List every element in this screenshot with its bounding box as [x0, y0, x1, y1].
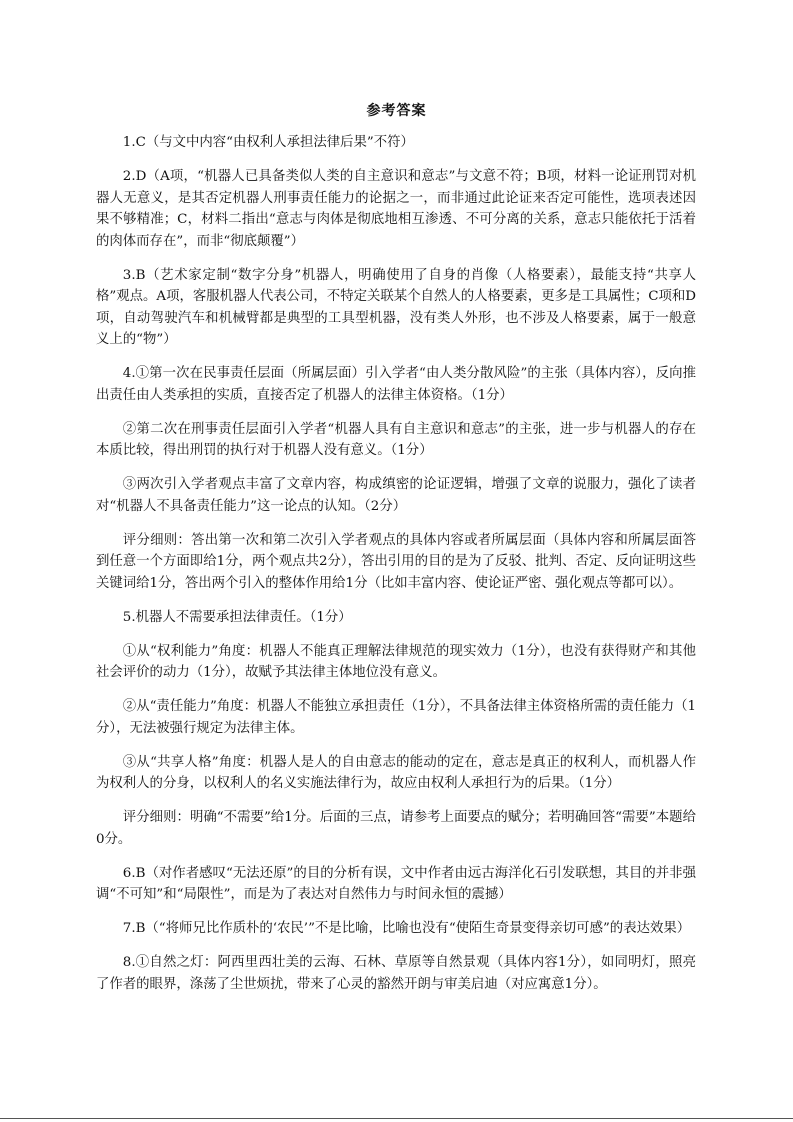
answer-paragraph: 3.B（艺术家定制“数字分身”机器人，明确使用了自身的肖像（人格要素），最能支持“共享人格”观点。A项，客服机器人代表公司，不特定关联某个自然人的人格要素，更多是工具属性；C项和D项，自动驾驶汽车和机械臂都是典型的工具型机器，没有类人外形，也不涉及人格要素，属于一般意义上的“物”）	[96, 267, 696, 347]
answer-paragraph: 8.①自然之灯：阿西里西壮美的云海、石林、草原等自然景观（具体内容1分），如同明灯，照亮了作者的眼界，涤荡了尘世烦扰，带来了心灵的豁然开朗与审美启迪（对应寓意1分）。	[96, 955, 696, 992]
answer-paragraph: ②第二次在刑事责任层面引入学者“机器人具有自主意识和意志”的主张，进一步与机器人的存在本质比较，得出刑罚的执行对于机器人没有意义。（1分）	[96, 421, 696, 458]
answer-paragraph: ②从“责任能力”角度：机器人不能独立承担责任（1分），不具备法律主体资格所需的责任能力（1分），无法被强行规定为法律主体。	[96, 699, 696, 736]
answer-paragraph: ③两次引入学者观点丰富了文章内容，构成缜密的论证逻辑，增强了文章的说服力，强化了读者对“机器人不具备责任能力”这一论点的认知。（2分）	[96, 477, 696, 514]
answer-paragraph: ①从“权利能力”角度：机器人不能真正理解法律规范的现实效力（1分），也没有获得财产和其他社会评价的动力（1分），故赋予其法律主体地位没有意义。	[96, 643, 696, 680]
scoring-rule-paragraph: 评分细则：答出第一次和第二次引入学者观点的具体内容或者所属层面（具体内容和所属层面答到任意一个方面即给1分，两个观点共2分），答出引用的目的是为了反驳、批判、否定、反向证明这些关键词给1分，答出两个引入的整体作用给1分（比如丰富内容、使论证严密、强化观点等都可以）。	[96, 532, 696, 591]
answer-paragraph: 5.机器人不需要承担法律责任。（1分）	[122, 609, 352, 625]
page-title: 参考答案	[366, 103, 427, 119]
answer-paragraph: 7.B（“将师兄比作质朴的‘农民’”不是比喻，比喻也没有“使陌生奇景变得亲切可感”的表达效果）	[122, 921, 691, 936]
scoring-rule-paragraph: 评分细则：明确“不需要”给1分。后面的三点，请参考上面要点的赋分；若明确回答“需要”本题给0分。	[96, 810, 696, 847]
answer-paragraph: 6.B（对作者感叹“无法还原”的目的分析有误，文中作者由远古海洋化石引发联想，其目的并非强调“不可知”和“局限性”，而是为了表达对自然伟力与时间永恒的震撼）	[96, 865, 696, 902]
answer-paragraph: 2.D（A项，“机器人已具备类似人类的自主意识和意志”与文意不符；B项，材料一论证刑罚对机器人无意义，是其否定机器人刑事责任能力的论据之一，而非通过此论证来否定可能性，选项表述因果不够精准；C，材料二指出“意志与肉体是彻底地相互渗透、不可分离的关系，意志只能依托于活着的肉体而存在”，而非“彻底颠覆”）	[96, 169, 696, 249]
answer-paragraph: ③从“共享人格”角度：机器人是人的自由意志的能动的定在，意志是真正的权利人，而机器人作为权利人的分身，以权利人的名义实施法律行为，故应由权利人承担行为的后果。（1分）	[96, 754, 696, 791]
answer-content	[96, 132, 696, 1008]
answer-paragraph: 4.①第一次在民事责任层面（所属层面）引入学者“由人类分散风险”的主张（具体内容），反向推出责任由人类承担的实质，直接否定了机器人的法律主体资格。（1分）	[96, 366, 696, 403]
page-bottom-divider	[0, 1118, 793, 1119]
answer-paragraph: 1.C（与文中内容“由权利人承担法律后果”不符）	[122, 135, 414, 150]
